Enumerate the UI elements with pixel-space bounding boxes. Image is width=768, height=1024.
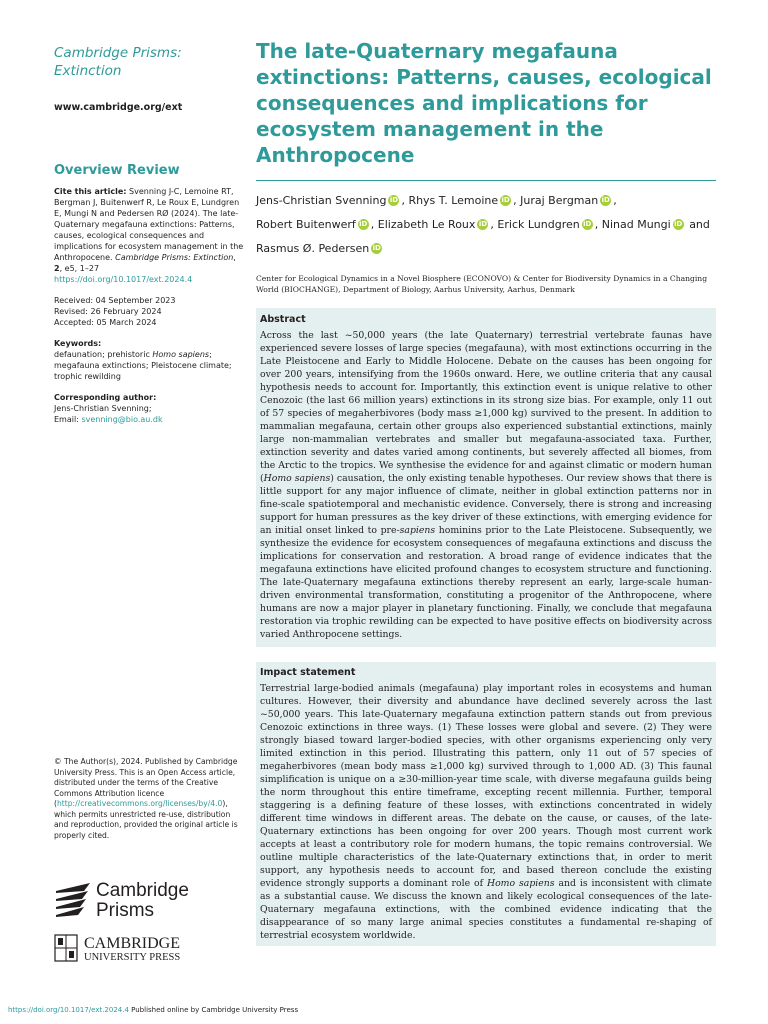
impact-p2: and is inconsistent with climate as a substantial cause. We discuss the known and likely ecological consequences of the late-Quaternary megafauna extinctions, with the combined evidence indicating that the disappearance of so many large animal species constitutes a fundamental re-shaping of terrestrial ecosystem worldwide.: [260, 878, 712, 941]
author[interactable]: Jens-Christian Svenning: [256, 194, 387, 207]
author[interactable]: Rhys T. Lemoine: [408, 194, 499, 207]
corresponding-author: [54, 392, 244, 425]
author[interactable]: Juraj Bergman: [520, 194, 599, 207]
journal-name: Cambridge Prisms: Extinction: [54, 45, 182, 79]
abstract-box: [256, 308, 716, 647]
cup-logo-line2: UNIVERSITY PRESS: [84, 952, 181, 963]
license-text-b: ), which permits unrestricted re-use, distribution and reproduction, provided the original article is properly cited.: [54, 799, 238, 840]
affiliation: Center for Ecological Dynamics in a Novel Biosphere (ECONOVO) & Center for Biodiversity Dynamics in a Changing World (BIOCHANGE), Department of Biology, Aarhus University, Aarhus, Denmark: [256, 274, 708, 294]
main-column: [256, 38, 716, 647]
orcid-icon[interactable]: iD: [372, 243, 381, 252]
author-sep: ,: [490, 218, 494, 231]
author-sep: ,: [594, 218, 599, 231]
email-link[interactable]: svenning@bio.au.dk: [81, 415, 163, 424]
impact-box: [256, 662, 716, 946]
impact-text: [260, 682, 712, 942]
orcid-icon[interactable]: iD: [359, 219, 368, 228]
journal-url[interactable]: www.cambridge.org/ext: [54, 102, 183, 113]
impact-heading: Impact statement: [260, 667, 356, 678]
orcid-icon[interactable]: iD: [478, 219, 488, 228]
corr-email: [54, 414, 244, 425]
orcid-icon[interactable]: iD: [501, 195, 510, 204]
prisms-logo-line2: Prisms: [96, 900, 155, 921]
cite-journal: Cambridge Prisms: Extinction: [115, 253, 234, 262]
orcid-icon[interactable]: iD: [389, 195, 399, 204]
keywords-label: Keywords:: [54, 339, 102, 348]
corr-label: Corresponding author:: [54, 393, 157, 402]
cite-pages: , e5, 1–27: [59, 264, 100, 273]
abstract-em1: Homo sapiens: [263, 473, 331, 484]
author-and: and: [689, 218, 710, 231]
page-footer: [8, 1006, 298, 1015]
cite-text: Svenning J-C, Lemoine RT, Bergman J, Buitenwerf R, Le Roux E, Lundgren E, Mungi N and Pedersen RØ (2024). The late-Quaternary megafauna extinctions: Patterns, causes, ecological consequences and implications for ecosystem management in the Anthropocene.: [54, 187, 244, 262]
orcid-icon[interactable]: iD: [674, 219, 683, 228]
prisms-logo-line1: Cambridge: [96, 880, 189, 901]
article-type: Overview Review: [54, 163, 180, 178]
title-rule: [256, 180, 716, 181]
received-date: Received: 04 September 2023: [54, 296, 176, 305]
keywords-b: ; megafauna extinctions; Pleistocene climate; trophic rewilding: [54, 350, 232, 381]
impact-em1: Homo sapiens: [486, 878, 555, 889]
author-sep: ,: [513, 194, 517, 207]
author[interactable]: Ninad Mungi: [601, 218, 671, 231]
license-notice: [54, 757, 244, 841]
orcid-icon[interactable]: iD: [601, 195, 610, 204]
abstract-p1: Across the last ~50,000 years (the late Quaternary) terrestrial vertebrate faunas have experienced severe losses of large species (megafauna), with most extinctions occurring in the Late Pleistocene and Early to Middle Holocene. Debate on the causes has been ongoing for over 200 years, intensifying from the 1960s onward. Here, we outline criteria that any causal hypothesis needs to account for. Importantly, this extinction event is unique relative to other Cenozoic (the last 66 million years) extinctions in its strong size bias. For example, only 11 out of 57 species of megaherbivores (body mass ≥1,000 kg) survived to the present. In addition to mammalian megafauna, certain other groups also experienced substantial extinctions, mainly large non-mammalian vertebrates and smaller but megafauna-associated taxa. Further, extinction severity and dates varied among continents, but severely affected all biomes, from the Arctic to the tropics. We synthesise the evidence for and against climatic or modern human (: [260, 330, 712, 484]
abstract-em2: sapiens: [399, 525, 436, 536]
corr-name: Jens-Christian Svenning;: [54, 404, 152, 413]
abstract-p2: ) causation, the only existing tenable hypotheses. Our review shows that there is little support for any major influence of climate, neither in global extinction patterns nor in fine-scale spatiotemporal and mechanistic evidence. Conversely, there is strong and increasing support for human pressures as the key driver of these extinctions, with emerging evidence for an initial onset linked to pre-: [260, 473, 712, 536]
citation: [54, 186, 244, 285]
cambridge-university-press-logo: [54, 933, 244, 963]
license-link[interactable]: http://creativecommons.org/licenses/by/4.0: [56, 799, 223, 808]
keywords-em: Homo sapiens: [152, 350, 210, 359]
keywords-a: defaunation; prehistoric: [54, 350, 153, 359]
author[interactable]: Robert Buitenwerf: [256, 218, 356, 231]
author[interactable]: Rasmus Ø. Pedersen: [256, 242, 370, 255]
license-text-a: © The Author(s), 2024. Published by Cambridge University Press. This is an Open Access article, distributed under the terms of the Creative Commons Attribution licence (: [54, 757, 238, 808]
cite-sep: ,: [233, 253, 236, 262]
orcid-icon[interactable]: iD: [583, 219, 592, 228]
author-list: [256, 189, 716, 261]
cite-volume: 2: [54, 264, 60, 273]
author[interactable]: Erick Lundgren: [497, 218, 580, 231]
cite-doi-link[interactable]: https://doi.org/10.1017/ext.2024.4: [54, 275, 193, 284]
cite-label: Cite this article:: [54, 187, 127, 196]
cup-logo-line1: CAMBRIDGE: [84, 935, 181, 952]
revised-date: Revised: 26 February 2024: [54, 307, 162, 316]
impact-p1: Terrestrial large-bodied animals (megafauna) play important roles in ecosystems and human cultures. However, their diversity and abundance have declined severely across the last ~50,000 years. This late-Quaternary megafauna extinction pattern stands out from previous Cenozoic extinctions in three ways. (1) These losses were global and severe. (2) They were strongly biased toward larger-bodied species, with other organisms experiencing only very limited extinction in this period. Illustrating this pattern, only 11 out of 57 species of megaherbivores (mean body mass ≥1,000 kg) survived through to 1,000 AD. (3) This faunal simplification is unique on a ≥30-million-year time scale, with diverse megafauna guilds being the norm throughout this entire timeframe, excepting recent millennia. Further, temporal staggering is a defining feature of these losses, with extinctions concentrated in widely different time windows in different areas. The debate on the cause, or causes, of the late-Quaternary extinctions has been ongoing for over 200 years. Though most current work accepts at least a contributory role for modern humans, the topic remains controversial. We outline multiple characteristics of the late-Quaternary extinctions that, in order to merit support, any hypothesis needs to account for, and based thereon conclude the existing evidence strongly supports a dominant role of: [260, 683, 712, 889]
footer-text: Published online by Cambridge University Press: [128, 1006, 299, 1014]
accepted-date: Accepted: 05 March 2024: [54, 318, 157, 327]
author[interactable]: Elizabeth Le Roux: [377, 218, 476, 231]
abstract-p3: hominins prior to the Late Pleistocene. Subsequently, we synthesize the evidence for ecosystem consequences of megafauna extinctions and discuss the implications for conservation and restoration. A broad range of evidence indicates that the megafauna extinctions have elicited profound changes to ecosystem structure and functioning. The late-Quaternary megafauna extinctions thereby represent an early, large-scale human-driven environmental transformation, constituting a progenitor of the Anthropocene, where humans are now a major player in planetary functioning. Finally, we conclude that megafauna restoration via trophic rewilding can be expected to have positive effects on biodiversity across varied Anthropocene settings.: [260, 525, 712, 640]
sidebar: [54, 44, 244, 425]
abstract-heading: Abstract: [260, 314, 306, 325]
dates: [54, 295, 244, 328]
footer-doi-link[interactable]: https://doi.org/10.1017/ext.2024.4: [8, 1006, 129, 1014]
author-sep: ,: [401, 194, 405, 207]
abstract-text: [260, 329, 712, 641]
cambridge-prisms-logo: [54, 877, 214, 921]
keywords: [54, 338, 244, 382]
author-sep: ,: [613, 194, 617, 207]
author-sep: ,: [370, 218, 375, 231]
article-title: The late-Quaternary megafauna extinctions: Patterns, causes, ecological consequences and implications for ecosystem management in the Anthropocene: [256, 39, 712, 167]
email-label: Email:: [54, 415, 82, 424]
